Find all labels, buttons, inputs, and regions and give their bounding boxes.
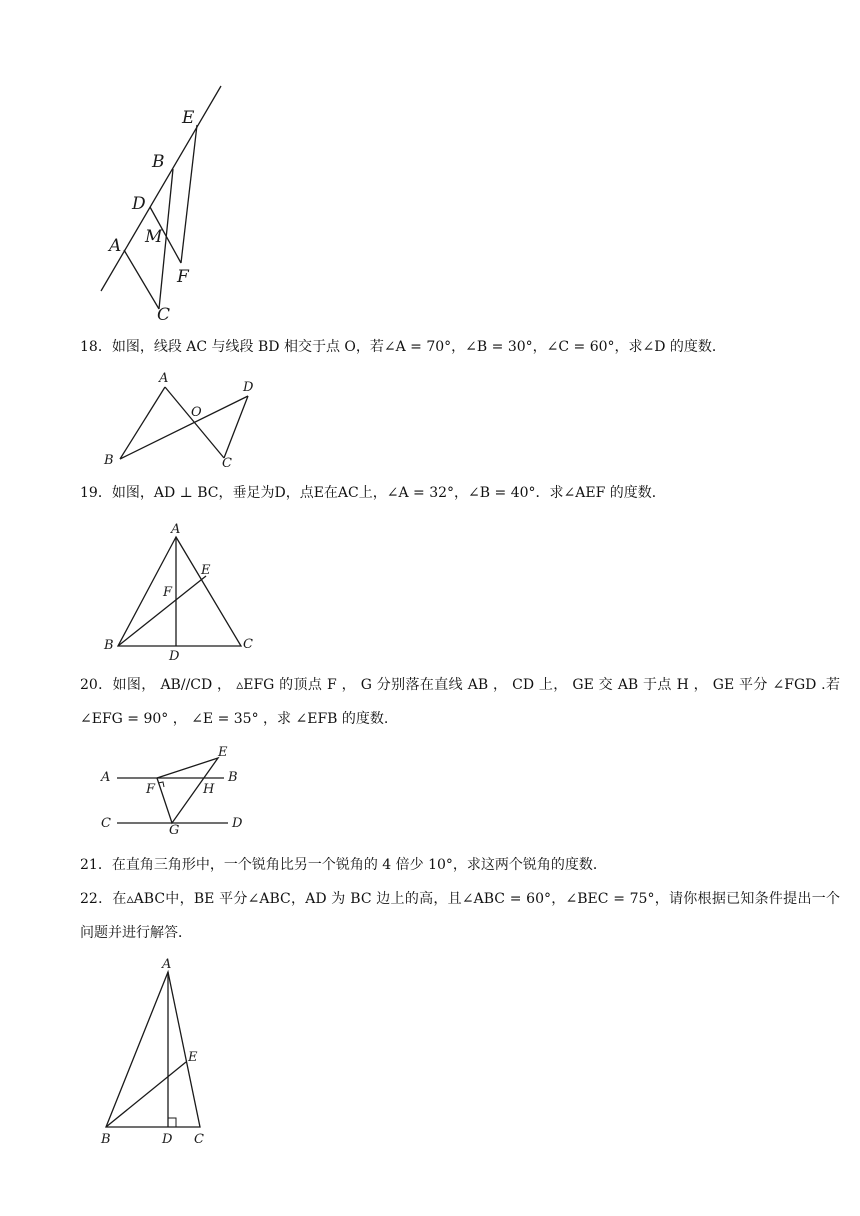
label-c: C <box>222 456 232 471</box>
label-d: D <box>132 194 146 214</box>
label-m: M <box>145 227 163 247</box>
label-f: F <box>177 267 189 287</box>
question-number: 20． <box>80 677 113 693</box>
label-d: D <box>162 1132 173 1147</box>
label-c: C <box>101 816 111 831</box>
triangle-abc <box>106 972 200 1127</box>
label-o: O <box>191 405 202 420</box>
question-text: 在直角三角形中，一个锐角比另一个锐角的 4 倍少 10°，求这两个锐角的度数． <box>111 857 607 873</box>
label-c: C <box>243 637 253 652</box>
figure-22 <box>0 0 300 1160</box>
label-e: E <box>188 1050 198 1065</box>
label-a: A <box>162 957 172 972</box>
question-text: 在▵ABC中，BE 平分∠ABC，AD 为 BC 边上的高，且∠ABC = 60°，∠BEC = 75°，请你根据已知条件提出一个问题并进行解答． <box>80 891 840 941</box>
label-d: D <box>243 380 254 395</box>
question-number: 22． <box>80 891 113 907</box>
label-d: D <box>169 649 180 664</box>
question-text: 如图，线段 AC 与线段 BD 相交于点 O，若∠A = 70°，∠B = 30°，∠C = 60°，求∠D 的度数． <box>111 339 726 355</box>
question-number: 18． <box>80 339 112 355</box>
figure-22-diagram <box>0 0 300 1160</box>
label-b: B <box>104 453 114 468</box>
label-b: B <box>101 1132 111 1147</box>
label-a: A <box>159 371 169 386</box>
label-d: D <box>232 816 243 831</box>
label-b: B <box>228 770 238 785</box>
question-number: 19． <box>80 485 112 501</box>
segment-be <box>106 1062 186 1127</box>
label-a: A <box>101 770 111 785</box>
label-b: B <box>104 638 114 653</box>
label-f: F <box>163 585 173 600</box>
right-angle-mark <box>168 1118 176 1127</box>
question-text: 如图， AB//CD ， ▵EFG 的顶点 F ， G 分别落在直线 AB ， CD 上， GE 交 AB 于点 H ， GE 平分 ∠FGD .若 ∠EFG = 90° ， ∠E = 35° ，求 ∠EFB 的度数. <box>80 677 840 727</box>
label-f: F <box>146 782 156 797</box>
question-number: 21． <box>80 857 112 873</box>
label-a: A <box>109 236 122 256</box>
label-e: E <box>201 563 211 578</box>
label-g: G <box>169 823 180 838</box>
label-c: C <box>194 1132 204 1147</box>
label-c: C <box>157 305 171 325</box>
question-text: 如图，AD ⊥ BC，垂足为D，点E在AC上，∠A = 32°，∠B = 40°．求∠AEF 的度数． <box>111 485 666 501</box>
label-e: E <box>218 745 228 760</box>
label-e: E <box>182 108 195 128</box>
label-a: A <box>171 522 181 537</box>
label-h: H <box>203 782 215 797</box>
label-b: B <box>152 152 165 172</box>
